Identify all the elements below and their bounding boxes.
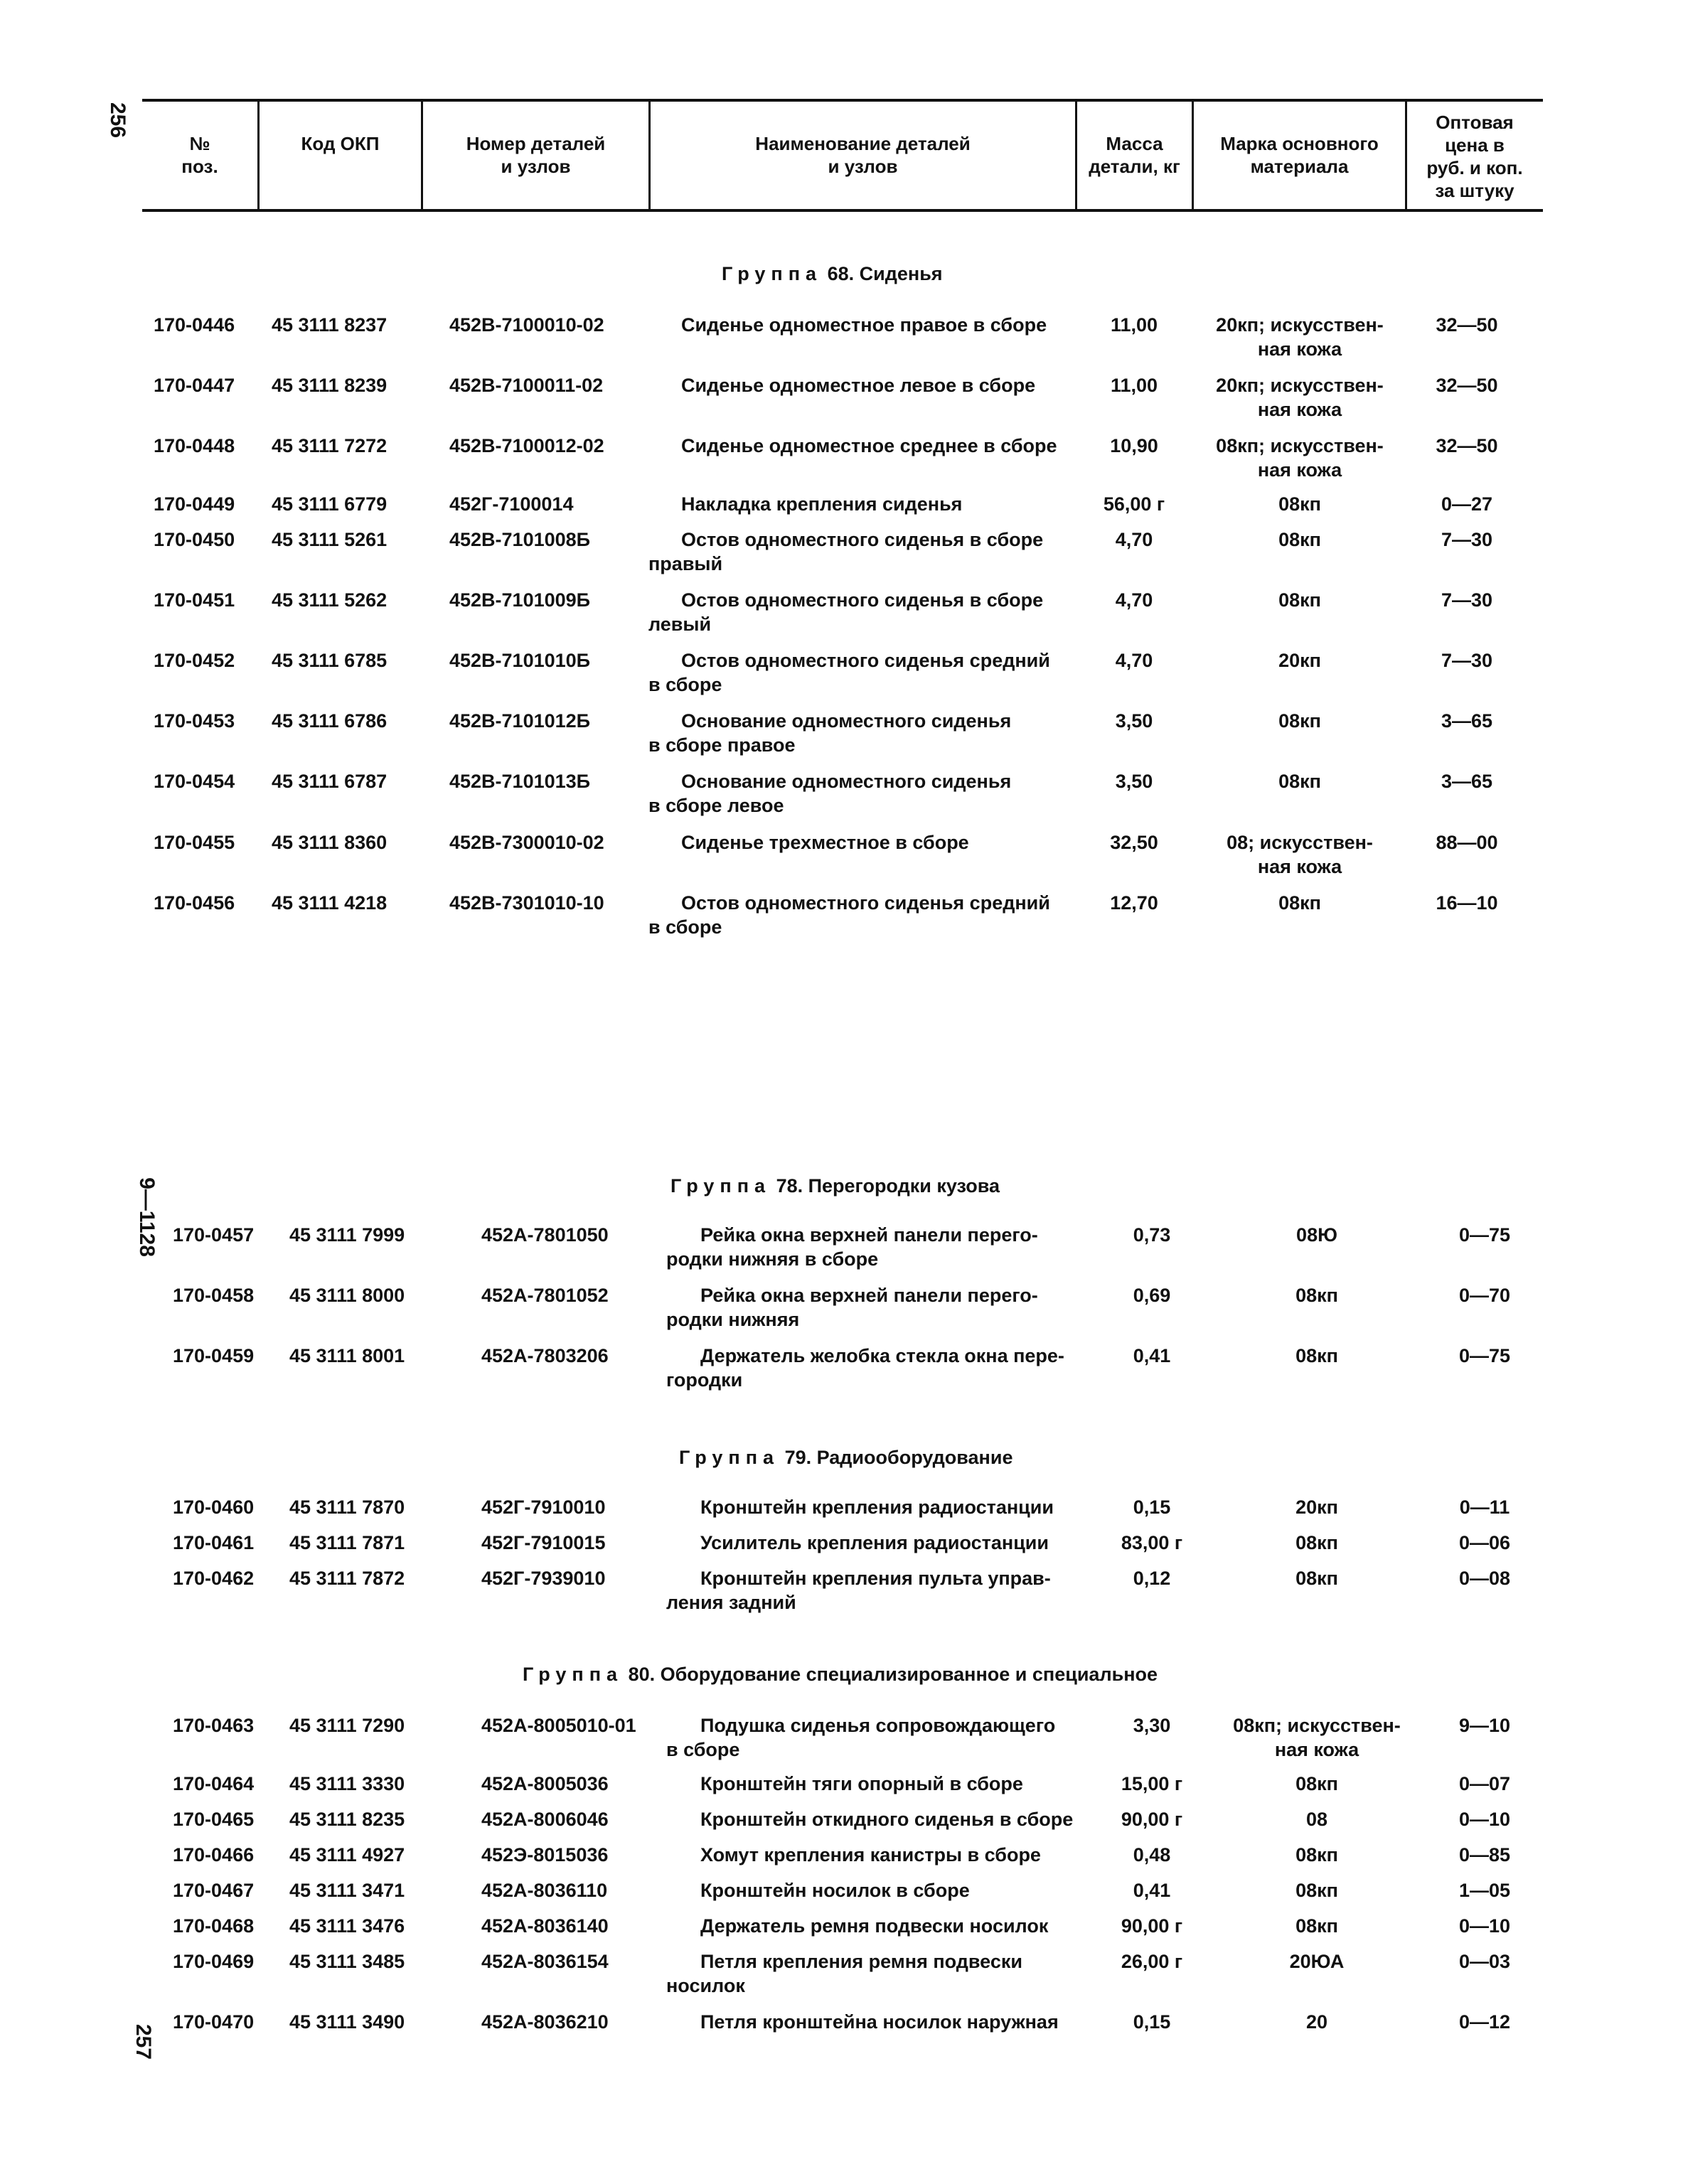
part-number: 452А-8036110 xyxy=(481,1880,608,1901)
wholesale-price: 32—50 xyxy=(1436,375,1498,396)
header-okp-text: Код ОКП xyxy=(301,133,380,154)
part-number: 452А-8005010-01 xyxy=(481,1715,636,1736)
wholesale-price: 0—03 xyxy=(1458,1951,1511,1972)
okp-code: 45 3111 3485 xyxy=(289,1951,405,1972)
okp-code: 45 3111 7871 xyxy=(289,1532,405,1553)
material-grade: 08кп xyxy=(1278,892,1321,914)
part-name: Рейка окна верхней панели перего- родки нижняя в сборе xyxy=(666,1224,1038,1270)
pos-number: 170-0460 xyxy=(173,1497,255,1518)
pos-number: 170-0446 xyxy=(154,314,235,336)
part-mass: 3,30 xyxy=(1133,1715,1171,1736)
part-number: 452В-7101013Б xyxy=(449,771,591,792)
part-number: 452В-7100010-02 xyxy=(449,314,604,336)
material-grade: 08кп; искусствен- ная кожа xyxy=(1233,1715,1401,1760)
pos-number: 170-0453 xyxy=(154,710,235,732)
pos-number: 170-0469 xyxy=(173,1951,255,1972)
pos-number: 170-0450 xyxy=(154,529,235,550)
part-number: 452В-7101012Б xyxy=(449,710,591,732)
part-number: 452А-7803206 xyxy=(481,1345,609,1366)
part-name: Кронштейн крепления пульта управ- ления задний xyxy=(666,1568,1051,1613)
okp-code: 45 3111 6779 xyxy=(272,493,388,515)
material-grade: 08кп xyxy=(1295,1345,1338,1366)
table-row xyxy=(0,830,1683,887)
part-mass: 0,48 xyxy=(1133,1844,1171,1866)
part-name: Накладка крепления сиденья xyxy=(681,493,963,515)
part-mass: 56,00 г xyxy=(1103,493,1165,515)
header-part-number xyxy=(423,132,648,178)
okp-code: 45 3111 7999 xyxy=(289,1224,405,1246)
part-mass: 11,00 xyxy=(1110,375,1158,396)
okp-code: 45 3111 3476 xyxy=(289,1915,405,1937)
group-title: Группа 78. Перегородки кузова xyxy=(670,1175,1000,1197)
pos-number: 170-0468 xyxy=(173,1915,255,1937)
part-mass: 90,00 г xyxy=(1121,1915,1183,1937)
wholesale-price: 0—06 xyxy=(1458,1532,1511,1553)
part-mass: 12,70 xyxy=(1110,892,1158,914)
okp-code: 45 3111 6785 xyxy=(272,650,388,671)
pos-number: 170-0452 xyxy=(154,650,235,671)
material-grade: 08кп xyxy=(1295,1880,1338,1901)
material-grade: 20кп; искусствен- ная кожа xyxy=(1216,314,1384,360)
wholesale-price: 0—12 xyxy=(1458,2011,1511,2033)
header-material xyxy=(1194,132,1405,178)
part-name: Сиденье одноместное правое в сборе xyxy=(681,314,1047,336)
table-row xyxy=(0,1566,1683,1623)
table-row xyxy=(0,1223,1683,1280)
part-name: Усилитель крепления радиостанции xyxy=(700,1532,1049,1553)
group-title: Группа 79. Радиооборудование xyxy=(679,1447,1013,1468)
material-grade: 08кп xyxy=(1295,1844,1338,1866)
okp-code: 45 3111 8001 xyxy=(289,1345,405,1366)
part-mass: 4,70 xyxy=(1115,650,1153,671)
header-top-rule xyxy=(142,99,1543,102)
table-row xyxy=(0,1344,1683,1401)
part-mass: 15,00 г xyxy=(1121,1773,1183,1794)
wholesale-price: 0—70 xyxy=(1458,1285,1511,1306)
part-name: Сиденье трехместное в сборе xyxy=(681,832,969,853)
part-mass: 0,41 xyxy=(1133,1345,1171,1366)
wholesale-price: 0—08 xyxy=(1458,1568,1511,1589)
okp-code: 45 3111 3490 xyxy=(289,2011,405,2033)
header-bottom-rule xyxy=(142,209,1543,212)
okp-code: 45 3111 3330 xyxy=(289,1773,405,1794)
header-mass-text: Масса детали, кг xyxy=(1089,133,1180,177)
material-grade: 08Ю xyxy=(1296,1224,1337,1246)
part-number: 452В-7100012-02 xyxy=(449,435,604,456)
pos-number: 170-0462 xyxy=(173,1568,255,1589)
header-okp xyxy=(260,132,421,155)
header-part-name-text: Наименование деталей и узлов xyxy=(755,133,971,177)
pos-number: 170-0454 xyxy=(154,771,235,792)
table-row xyxy=(0,891,1683,948)
part-number: 452В-7101008Б xyxy=(449,529,591,550)
wholesale-price: 0—85 xyxy=(1458,1844,1511,1866)
part-name: Кронштейн носилок в сборе xyxy=(700,1880,970,1901)
material-grade: 08кп xyxy=(1295,1285,1338,1306)
part-number: 452Г-7910015 xyxy=(481,1532,606,1553)
material-grade: 08кп xyxy=(1278,493,1321,515)
part-mass: 0,69 xyxy=(1133,1285,1171,1306)
wholesale-price: 0—27 xyxy=(1441,493,1493,515)
pos-number: 170-0449 xyxy=(154,493,235,515)
material-grade: 20 xyxy=(1305,2011,1328,2033)
pos-number: 170-0455 xyxy=(154,832,235,853)
okp-code: 45 3111 5262 xyxy=(272,589,388,611)
wholesale-price: 0—10 xyxy=(1458,1809,1511,1830)
pos-number: 170-0457 xyxy=(173,1224,255,1246)
part-mass: 83,00 г xyxy=(1121,1532,1183,1553)
table-row xyxy=(0,434,1683,491)
pos-number: 170-0461 xyxy=(173,1532,255,1553)
part-number: 452Г-7910010 xyxy=(481,1497,606,1518)
wholesale-price: 1—05 xyxy=(1458,1880,1511,1901)
okp-code: 45 3111 7870 xyxy=(289,1497,405,1518)
part-mass: 0,73 xyxy=(1133,1224,1171,1246)
wholesale-price: 16—10 xyxy=(1436,892,1498,914)
table-row xyxy=(0,313,1683,370)
page-number-top: 256 xyxy=(106,102,130,139)
part-number: 452Г-7939010 xyxy=(481,1568,606,1589)
wholesale-price: 7—30 xyxy=(1441,650,1493,671)
part-name: Петля кронштейна носилок наружная xyxy=(700,2011,1059,2033)
part-name: Сиденье одноместное среднее в сборе xyxy=(681,435,1057,456)
header-price-text: Оптовая цена в руб. и коп. за штуку xyxy=(1426,112,1523,201)
page-number-bottom: 257 xyxy=(132,2023,156,2060)
okp-code: 45 3111 8360 xyxy=(272,832,388,853)
part-name: Сиденье одноместное левое в сборе xyxy=(681,375,1036,396)
part-mass: 0,15 xyxy=(1133,2011,1171,2033)
sheet-mark: 9—1128 xyxy=(134,1177,159,1257)
part-name: Остов одноместного сиденья в сборе левый xyxy=(648,589,1044,635)
group-title: Группа 80. Оборудование специализированное и специальное xyxy=(523,1664,1158,1685)
okp-code: 45 3111 6786 xyxy=(272,710,388,732)
table-row xyxy=(0,1949,1683,2006)
okp-code: 45 3111 6787 xyxy=(272,771,388,792)
material-grade: 08кп xyxy=(1278,771,1321,792)
pos-number: 170-0456 xyxy=(154,892,235,914)
part-mass: 90,00 г xyxy=(1121,1809,1183,1830)
part-name: Основание одноместного сиденья в сборе левое xyxy=(648,771,1012,816)
okp-code: 45 3111 4927 xyxy=(289,1844,405,1866)
wholesale-price: 3—65 xyxy=(1441,710,1493,732)
part-number: 452В-7301010-10 xyxy=(449,892,604,914)
pos-number: 170-0459 xyxy=(173,1345,255,1366)
table-row xyxy=(0,528,1683,584)
part-mass: 26,00 г xyxy=(1121,1951,1183,1972)
material-grade: 08кп xyxy=(1278,529,1321,550)
part-name: Остов одноместного сиденья средний в сборе xyxy=(648,650,1050,695)
part-mass: 4,70 xyxy=(1115,589,1153,611)
pos-number: 170-0458 xyxy=(173,1285,255,1306)
part-number: 452А-8005036 xyxy=(481,1773,609,1794)
part-mass: 10,90 xyxy=(1110,435,1158,456)
table-row xyxy=(0,709,1683,766)
wholesale-price: 7—30 xyxy=(1441,529,1493,550)
okp-code: 45 3111 3471 xyxy=(289,1880,405,1901)
material-grade: 08 xyxy=(1305,1809,1328,1830)
table-row xyxy=(0,1283,1683,1340)
okp-code: 45 3111 7272 xyxy=(272,435,388,456)
pos-number: 170-0451 xyxy=(154,589,235,611)
part-name: Кронштейн крепления радиостанции xyxy=(700,1497,1054,1518)
wholesale-price: 0—07 xyxy=(1458,1773,1511,1794)
part-mass: 3,50 xyxy=(1115,771,1153,792)
material-grade: 08кп xyxy=(1295,1568,1338,1589)
part-name: Кронштейн тяги опорный в сборе xyxy=(700,1773,1023,1794)
part-number: 452Э-8015036 xyxy=(481,1844,609,1866)
okp-code: 45 3111 8237 xyxy=(272,314,388,336)
okp-code: 45 3111 8235 xyxy=(289,1809,405,1830)
header-part-name xyxy=(651,132,1075,178)
group-title: Группа 68. Сиденья xyxy=(722,263,943,284)
part-mass: 4,70 xyxy=(1115,529,1153,550)
part-name: Держатель желобка стекла окна пере- городки xyxy=(666,1345,1064,1391)
table-row xyxy=(0,373,1683,430)
pos-number: 170-0466 xyxy=(173,1844,255,1866)
wholesale-price: 0—10 xyxy=(1458,1915,1511,1937)
wholesale-price: 3—65 xyxy=(1441,771,1493,792)
pos-number: 170-0464 xyxy=(173,1773,255,1794)
part-number: 452Г-7100014 xyxy=(449,493,574,515)
material-grade: 08кп xyxy=(1295,1773,1338,1794)
header-divider xyxy=(257,101,260,210)
okp-code: 45 3111 7290 xyxy=(289,1715,405,1736)
part-name: Хомут крепления канистры в сборе xyxy=(700,1844,1041,1866)
okp-code: 45 3111 8239 xyxy=(272,375,388,396)
material-grade: 20кп xyxy=(1295,1497,1338,1518)
part-mass: 32,50 xyxy=(1110,832,1158,853)
wholesale-price: 32—50 xyxy=(1436,314,1498,336)
material-grade: 08кп xyxy=(1278,710,1321,732)
wholesale-price: 0—75 xyxy=(1458,1345,1511,1366)
okp-code: 45 3111 5261 xyxy=(272,529,388,550)
header-pos xyxy=(142,132,257,178)
wholesale-price: 88—00 xyxy=(1436,832,1498,853)
part-mass: 0,15 xyxy=(1133,1497,1171,1518)
table-row xyxy=(0,2010,1683,2067)
material-grade: 20ЮА xyxy=(1289,1951,1345,1972)
material-grade: 08кп xyxy=(1295,1915,1338,1937)
part-name: Петля крепления ремня подвески носилок xyxy=(666,1951,1022,1996)
material-grade: 08кп; искусствен- ная кожа xyxy=(1216,435,1384,481)
part-mass: 11,00 xyxy=(1110,314,1158,336)
header-part-number-text: Номер деталей и узлов xyxy=(466,133,606,177)
part-number: 452В-7300010-02 xyxy=(449,832,604,853)
pos-number: 170-0465 xyxy=(173,1809,255,1830)
wholesale-price: 7—30 xyxy=(1441,589,1493,611)
part-number: 452А-7801052 xyxy=(481,1285,609,1306)
part-name: Остов одноместного сиденья средний в сборе xyxy=(648,892,1050,938)
material-grade: 08кп xyxy=(1295,1532,1338,1553)
header-mass xyxy=(1077,132,1192,178)
header-pos-text: № поз. xyxy=(181,133,218,177)
part-name: Рейка окна верхней панели перего- родки нижняя xyxy=(666,1285,1038,1330)
header-price xyxy=(1407,111,1542,202)
part-number: 452В-7100011-02 xyxy=(449,375,604,396)
part-number: 452В-7101010Б xyxy=(449,650,591,671)
pos-number: 170-0463 xyxy=(173,1715,255,1736)
pos-number: 170-0467 xyxy=(173,1880,255,1901)
part-mass: 0,12 xyxy=(1133,1568,1171,1589)
part-name: Остов одноместного сиденья в сборе правый xyxy=(648,529,1044,574)
table-row xyxy=(0,1713,1683,1770)
part-number: 452А-8036154 xyxy=(481,1951,609,1972)
table-row xyxy=(0,769,1683,826)
part-number: 452А-8036210 xyxy=(481,2011,609,2033)
table-row xyxy=(0,588,1683,645)
pos-number: 170-0448 xyxy=(154,435,235,456)
okp-code: 45 3111 7872 xyxy=(289,1568,405,1589)
header-material-text: Марка основного материала xyxy=(1220,133,1379,177)
material-grade: 20кп xyxy=(1278,650,1321,671)
wholesale-price: 0—75 xyxy=(1458,1224,1511,1246)
part-mass: 0,41 xyxy=(1133,1880,1171,1901)
part-name: Держатель ремня подвески носилок xyxy=(700,1915,1049,1937)
wholesale-price: 0—11 xyxy=(1459,1497,1510,1518)
material-grade: 20кп; искусствен- ная кожа xyxy=(1216,375,1384,420)
part-name: Подушка сиденья сопровождающего в сборе xyxy=(666,1715,1056,1760)
part-name: Кронштейн откидного сиденья в сборе xyxy=(700,1809,1074,1830)
part-name: Основание одноместного сиденья в сборе правое xyxy=(648,710,1012,756)
okp-code: 45 3111 8000 xyxy=(289,1285,405,1306)
part-number: 452А-8006046 xyxy=(481,1809,609,1830)
material-grade: 08; искусствен- ная кожа xyxy=(1227,832,1373,877)
pos-number: 170-0447 xyxy=(154,375,235,396)
wholesale-price: 32—50 xyxy=(1436,435,1498,456)
material-grade: 08кп xyxy=(1278,589,1321,611)
part-mass: 3,50 xyxy=(1115,710,1153,732)
part-number: 452А-8036140 xyxy=(481,1915,609,1937)
part-number: 452В-7101009Б xyxy=(449,589,591,611)
part-number: 452А-7801050 xyxy=(481,1224,609,1246)
pos-number: 170-0470 xyxy=(173,2011,255,2033)
table-row xyxy=(0,648,1683,705)
wholesale-price: 9—10 xyxy=(1458,1715,1511,1736)
okp-code: 45 3111 4218 xyxy=(272,892,388,914)
